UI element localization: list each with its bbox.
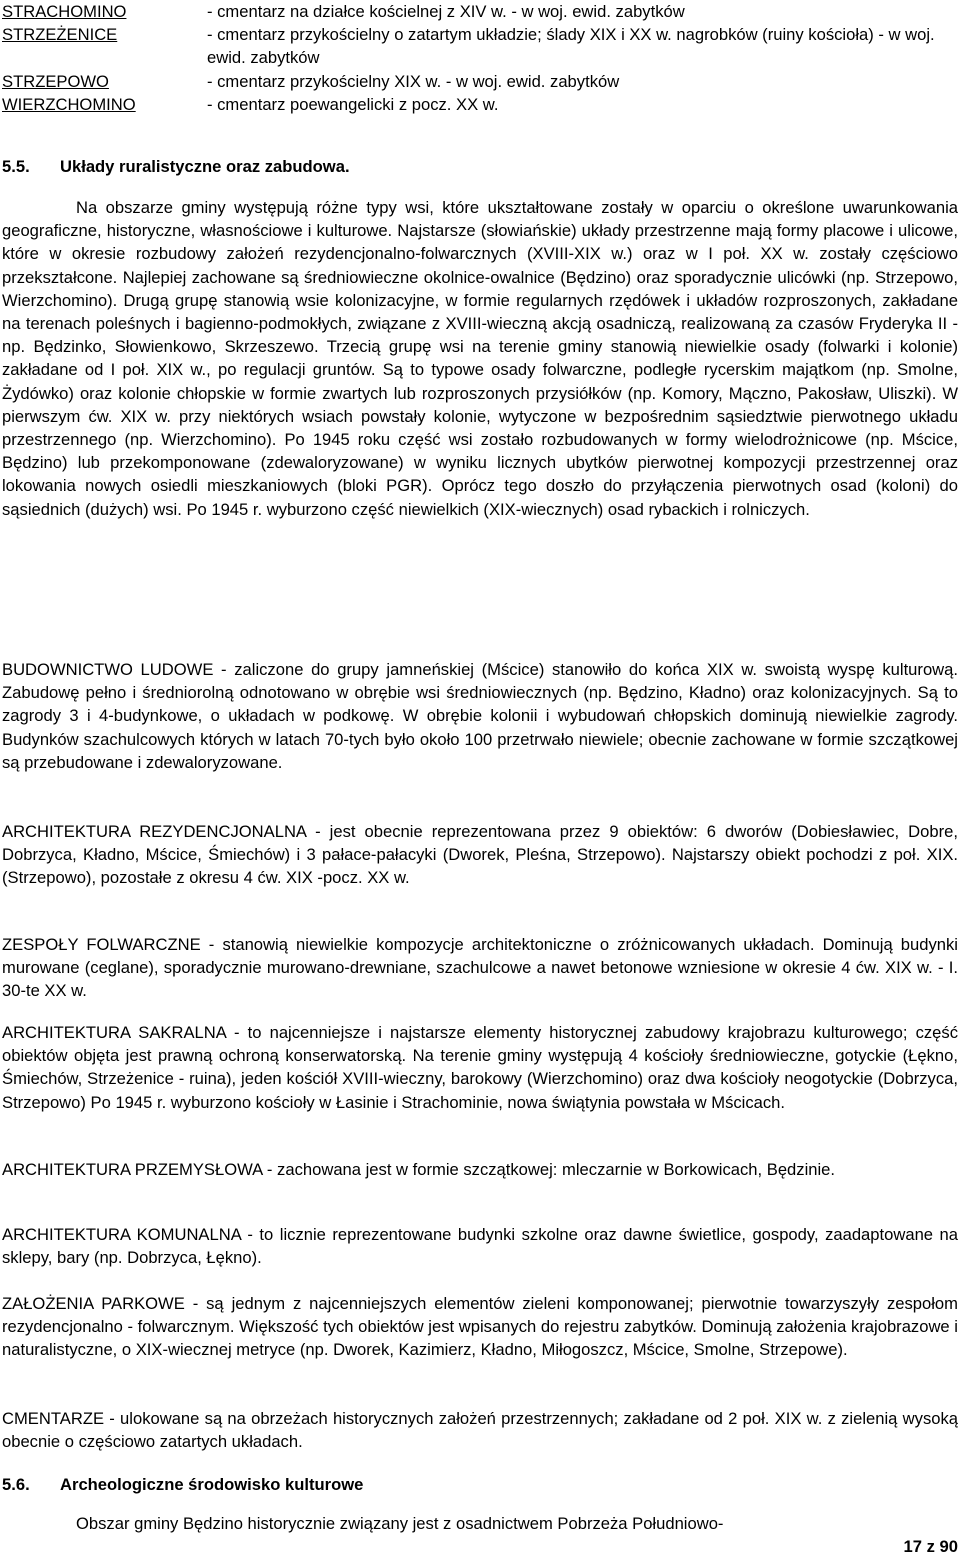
- site-description: - cmentarz przykościelny o zatartym układzie; ślady XIX i XX w. nagrobków (ruiny kościoła) - w woj. ewid. zabytków: [207, 25, 935, 68]
- paragraph-cemeteries: CMENTARZE - ulokowane są na obrzeżach historycznych założeń przestrzennych; zakładane od 2 poł. XIX w. z zielenią wysoką obecnie o częściowo zatartych układach.: [2, 1409, 958, 1452]
- section-title: Układy ruralistyczne oraz zabudowa.: [60, 157, 350, 176]
- site-name: STRACHOMINO: [2, 2, 127, 21]
- paragraph-farm-complexes: ZESPOŁY FOLWARCZNE - stanowią niewielkie kompozycje architektoniczne o zróżnicowanych układach. Dominują budynki murowane (ceglane), sporadycznie murowano-drewniane, szachulcowe a nawet betonowe wzniesione w okresie 4 ćw. XIX w. - I. 30-te XX w.: [2, 935, 958, 1001]
- list-item: [2, 0, 958, 23]
- paragraph-industrial-architecture: ARCHITEKTURA PRZEMYSŁOWA - zachowana jest w formie szczątkowej: mleczarnie w Borkowicach, Będzinie.: [2, 1160, 836, 1179]
- page-separator: z: [926, 1537, 935, 1556]
- paragraph-residential-architecture: ARCHITEKTURA REZYDENCJONALNA - jest obecnie reprezentowana przez 9 obiektów: 6 dworów (Dobiesławiec, Dobre, Dobrzyca, Kładno, Mścice, Śmiechów) i 3 pałace-pałacyki (Dworek, Pleśna, Strzepowo). Najstarszy obiekt pochodzi z poł. XIX. (Strzepowo), pozostałe z okresu 4 ćw. XIX -pocz. XX w.: [2, 822, 958, 888]
- section-heading: [2, 155, 350, 178]
- paragraph-rural-layouts: Na obszarze gminy występują różne typy wsi, które ukształtowane zostały w oparciu o określone uwarunkowania geograficzne, historyczne, własnościowe i kulturowe. Najstarsze (słowiańskie) układy przestrzenne mają formy placowe i ulicowe, które w okresie rozbudowy założeń rezydencjonalno-folwarcznych (XVIII-XIX w.) oraz w I poł. XX w. zostały częściowo przekształcone. Najlepiej zachowane są średniowieczne okolnice-owalnice (Będzino) oraz sporadycznie ulicówki (np. Strzepowo, Wierzchomino). Drugą grupę stanowią wsie kolonizacyjne, w formie regularnych rzędówek i układów rozproszonych, zakładane na terenach poleśnych i bagienno-podmokłych, związane z XVIII-wieczną akcją osadniczą, realizowaną za czasów Fryderyka II - np. Będzinko, Słowienkowo, Skrzeszewo. Trzecią grupę wsi na terenie gminy stanowią niewielkie osady (folwarki i kolonie) zakładane od I poł. XIX w., po regulacji gruntów. Są to typowe osady folwarczne, podległe rycerskim majątkom (np. Smolne, Żydówko) oraz kolonie chłopskie w formie zwartych lub rozproszonych przysiółków (np. Komory, Mączno, Pakosław, Uliszki). W pierwszym ćw. XIX w. przy niektórych wsiach powstały kolonie, wytyczone w bezpośrednim sąsiedztwie pierwotnego układu przestrzennego (np. Wierzchomino). Po 1945 roku część wsi zostało rozbudowanych w formy wielodrożnicowe (np. Mścice, Będzino) lub przekomponowane (zdewaloryzowane) w wyniku licznych ubytków pierwotnej kompozycji przestrzennej oraz lokowania nowych osiedli mieszkaniowych (bloki PGR). Oprócz tego doszło do przyłączenia pierwotnych osad (koloni) do sąsiednich (dużych) wsi. Po 1945 r. wyburzono część niewielkich (XIX-wiecznych) osad rybackich i rolniczych.: [2, 198, 958, 519]
- section-number: 5.6.: [2, 1475, 30, 1494]
- total-pages: 90: [939, 1537, 958, 1556]
- section-heading: [2, 1473, 363, 1496]
- paragraph-park-layouts: ZAŁOŻENIA PARKOWE - są jednym z najcenniejszych elementów zieleni komponowanej; pierwotnie towarzyszyły zespołom rezydencjonalno - folwarcznym. Większość tych obiektów jest wpisanych do rejestru zabytków. Dominują założenia krajobrazowe i naturalistyczne, o XIX-wiecznej metryce (np. Dworek, Kazimierz, Kładno, Miłogoszcz, Mścice, Smolne, Strzepowe).: [2, 1294, 958, 1360]
- site-name: WIERZCHOMINO: [2, 94, 136, 114]
- site-name: STRZEŻENICE: [2, 25, 118, 45]
- section-number: 5.5.: [2, 157, 30, 176]
- current-page: 17: [903, 1537, 922, 1556]
- list-item: [2, 23, 958, 69]
- site-description: - cmentarz na działce kościelnej z XIV w. - w woj. ewid. zabytków: [207, 2, 685, 21]
- site-description: - cmentarz przykościelny XIX w. - w woj. ewid. zabytków: [207, 71, 620, 91]
- paragraph-archaeology: Obszar gminy Będzino historycznie związany jest z osadnictwem Pobrzeża Południowo-: [76, 1514, 724, 1533]
- paragraph-folk-building: BUDOWNICTWO LUDOWE - zaliczone do grupy jamneńskiej (Mścice) stanowiło do końca XIX w. swoistą wyspę kulturową. Zabudowę pełno i średniorolną odnotowano w obrębie wsi średniowiecznych (np. Będzino, Kładno) oraz kolonizacyjnych. Są to zagrody 3 i 4-budynkowe, o układach w podkowę. W obrębie kolonii i wybudowań chłopskich dominują niewielkie zagrody. Budynków szachulcowych których w latach 70-tych było około 100 przetrwało niewiele; obecnie zachowane w formie szczątkowej są przebudowane i zdewaloryzowane.: [2, 660, 958, 772]
- list-item: [2, 93, 958, 116]
- site-name: STRZEPOWO: [2, 71, 109, 91]
- site-description: - cmentarz poewangelicki z pocz. XX w.: [207, 94, 499, 114]
- section-title: Archeologiczne środowisko kulturowe: [60, 1475, 364, 1494]
- cemetery-list: [2, 0, 958, 116]
- paragraph-communal-architecture: ARCHITEKTURA KOMUNALNA - to licznie reprezentowane budynki szkolne oraz dawne świetlice, gospody, zaadaptowane na sklepy, bary (np. Dobrzyca, Łękno).: [2, 1225, 958, 1268]
- paragraph-sacral-architecture: ARCHITEKTURA SAKRALNA - to najcenniejsze i najstarsze elementy historycznej zabudowy krajobrazu kulturowego; część obiektów objęta jest prawną ochroną konserwatorską. Na terenie gminy występują 4 kościoły średniowieczne, gotyckie (Łękno, Śmiechów, Strzeżenice - ruina), jeden kościół XVIII-wieczny, barokowy (Wierzchomino) oraz dwa kościoły neogotyckie (Dobrzyca, Strzepowo) Po 1945 r. wyburzono kościoły w Łasinie i Strachominie, nowa świątynia powstała w Mścicach.: [2, 1023, 958, 1112]
- page-number: [904, 1535, 958, 1558]
- list-item: [2, 70, 958, 93]
